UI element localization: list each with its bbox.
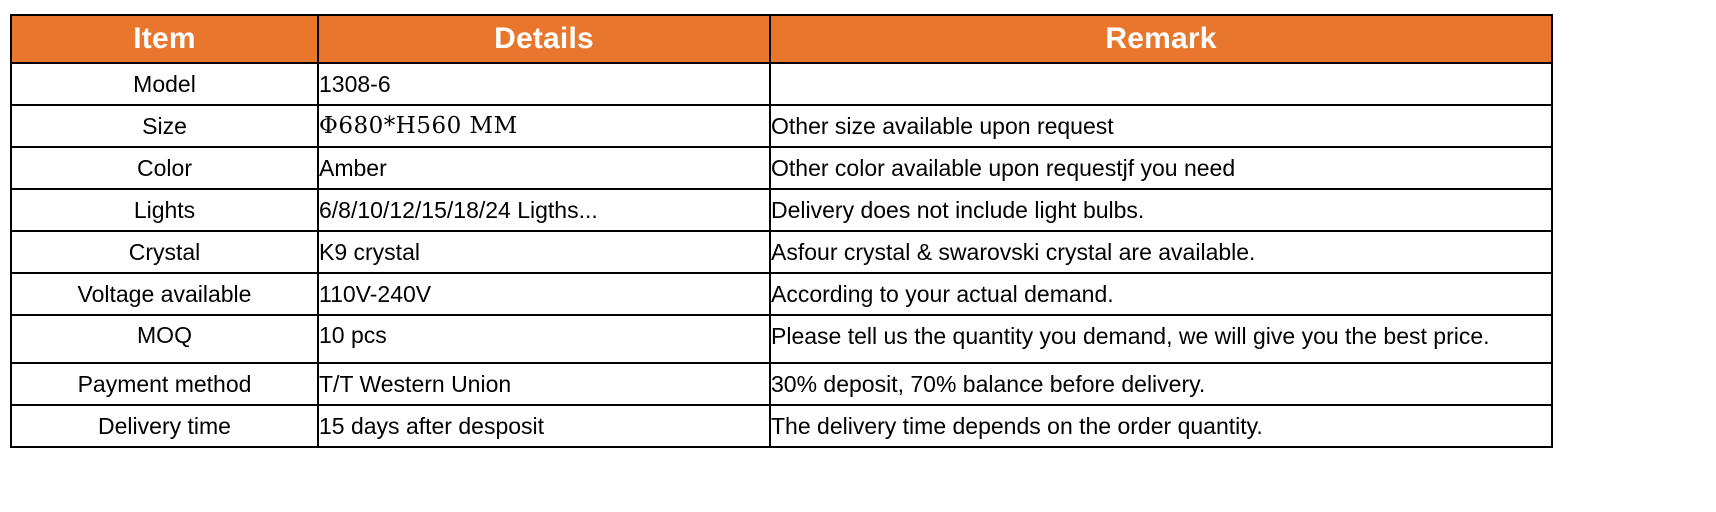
cell-item: Color [11, 147, 318, 189]
table-row [11, 273, 1552, 315]
cell-details: 6/8/10/12/15/18/24 Ligths... [318, 189, 770, 231]
cell-details: K9 crystal [318, 231, 770, 273]
cell-item: Payment method [11, 363, 318, 405]
cell-item: Crystal [11, 231, 318, 273]
cell-item: Lights [11, 189, 318, 231]
cell-details: T/T Western Union [318, 363, 770, 405]
table-body [11, 63, 1552, 447]
table-row [11, 147, 1552, 189]
cell-remark: According to your actual demand. [770, 273, 1552, 315]
cell-item: MOQ [11, 315, 318, 363]
cell-remark: Delivery does not include light bulbs. [770, 189, 1552, 231]
cell-remark: The delivery time depends on the order quantity. [770, 405, 1552, 447]
cell-remark: Other color available upon requestjf you need [770, 147, 1552, 189]
cell-details: Φ680*H560 MM [318, 105, 770, 147]
cell-details: 110V-240V [318, 273, 770, 315]
table-row [11, 363, 1552, 405]
cell-details: 1308-6 [318, 63, 770, 105]
cell-item: Delivery time [11, 405, 318, 447]
cell-remark: 30% deposit, 70% balance before delivery. [770, 363, 1552, 405]
table-row [11, 105, 1552, 147]
cell-details: 10 pcs [318, 315, 770, 363]
table-row [11, 189, 1552, 231]
cell-remark: Other size available upon request [770, 105, 1552, 147]
table-row [11, 231, 1552, 273]
table-row [11, 315, 1552, 363]
column-header-details: Details [318, 15, 770, 63]
column-header-item: Item [11, 15, 318, 63]
header-row [11, 15, 1552, 63]
cell-remark: Please tell us the quantity you demand, we will give you the best price. [770, 315, 1552, 363]
table-row [11, 405, 1552, 447]
table-header [11, 15, 1552, 63]
table-row [11, 63, 1552, 105]
column-header-remark: Remark [770, 15, 1552, 63]
cell-item: Voltage available [11, 273, 318, 315]
cell-item: Model [11, 63, 318, 105]
specification-table [10, 14, 1553, 448]
cell-item: Size [11, 105, 318, 147]
cell-remark [770, 63, 1552, 105]
cell-details: Amber [318, 147, 770, 189]
cell-remark: Asfour crystal & swarovski crystal are available. [770, 231, 1552, 273]
cell-details: 15 days after desposit [318, 405, 770, 447]
